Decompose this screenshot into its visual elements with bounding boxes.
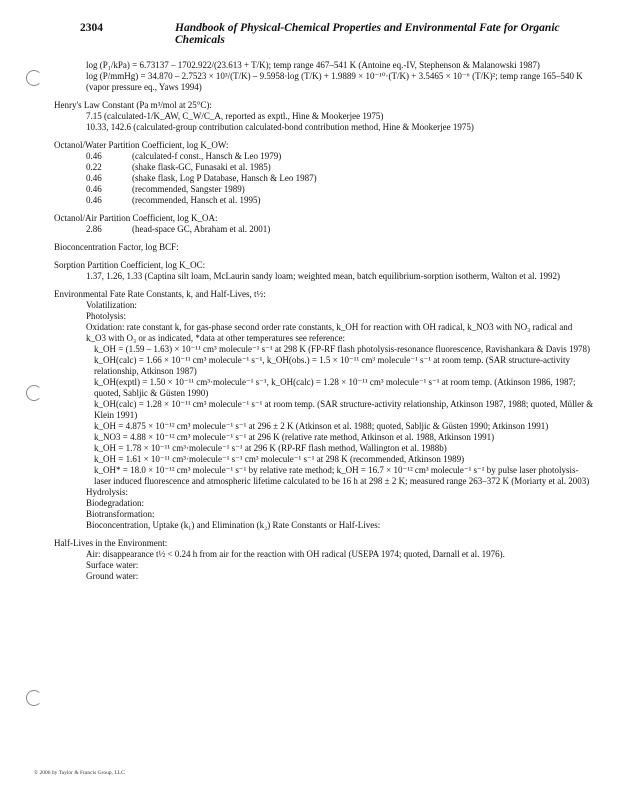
copyright-footer: © 2006 by Taylor & Francis Group, LLC [34,770,125,776]
biodegradation-label: Biodegradation: [86,498,144,508]
kow-row: 0.46 (calculated-f const., Hansch & Leo 1979) [86,151,282,161]
vapor-pressure-eq-2: log (P/mmHg) = 34.870 – 2.7523 × 10³/(T/K) – 9.5958·log (T/K) + 1.9889 × 10⁻¹⁰·(T/K) + 3.5465 × 10⁻⁶ (T/K)²; temp range 165–540 K (vapor pressure eq., Yaws 1994) [86,71,583,92]
oxidation-entry: k_OH = 1.61 × 10⁻¹¹ cm³·molecule⁻¹ s⁻¹ cm³ molecule⁻¹ s⁻¹ at 298 K (recommended, Atkinson 1989) [94,454,465,464]
half-life-ground-water: Ground water: [86,571,139,581]
oxidation-entry: k_OH(exptl) = 1.50 × 10⁻¹¹ cm³·molecule⁻¹ s⁻¹, k_OH(calc) = 1.28 × 10⁻¹¹ cm³ molecule⁻¹ s⁻¹ at room temp. (Atkinson 1986, 1987; quoted, Sabljic & Güsten 1990) [94,377,576,398]
binder-hole-icon [26,690,42,706]
hydrolysis-label: Hydrolysis: [86,487,129,497]
page-number: 2304 [80,22,103,34]
koa-title: Octanol/Air Partition Coefficient, log K_OA: [54,213,218,223]
oxidation-entry: k_OH* = 18.0 × 10⁻¹² cm³ molecule⁻¹ s⁻¹ by relative rate method; k_OH = 16.7 × 10⁻¹² cm³ molecule⁻¹ s⁻¹ by pulse laser photolysis-laser induced fluorescence and atmospheric lifetime calculated to be 16 h at 298 ± 2 K; measured range 263–372 K (Moriarty et al. 2003) [94,465,590,486]
oxidation-entry: k_OH = 4.875 × 10⁻¹² cm³ molecule⁻¹ s⁻¹ at 296 ± 2 K (Atkinson et al. 1988; quoted, Sabljic & Güsten 1990; Atkinson 1991) [94,421,549,431]
kow-row: 0.46 (shake flask, Log P Database, Hansch & Leo 1987) [86,173,317,183]
binder-hole-icon [26,385,42,401]
oxidation-text: Oxidation: rate constant k, for gas-phase second order rate constants, k_OH for reaction with OH radical, k_NO3 with NO₃ radical and k_O3 with O₃ or as indicated, *data at other temperatures see reference: [86,322,573,343]
koc-text: 1.37, 1.26, 1.33 (Captina silt loam, McLaurin sandy loam; weighted mean, batch equilibrium-sorption isotherm, Walton et al. 1992) [86,271,561,281]
biotransformation-label: Biotransformation: [86,509,155,519]
half-life-surface-water: Surface water: [86,560,139,570]
koa-row: 2.86 (head-space GC, Abraham et al. 2001) [86,224,271,234]
half-lives-title: Half-Lives in the Environment: [54,538,168,548]
oxidation-entry: k_OH = (1.59 – 1.63) × 10⁻¹¹ cm³ molecule⁻¹ s⁻¹ at 298 K (FP-RF flash photolysis-resonance fluorescence, Ravishankara & Davis 1978) [94,344,591,354]
henry-line: 10.33, 142.6 (calculated-group contribution calculated-bond contribution method, Hine & Mookerjee 1975) [86,122,474,132]
henry-title: Henry's Law Constant (Pa m³/mol at 25°C): [54,100,212,110]
page-body [54,60,594,582]
bcf-title: Bioconcentration Factor, log BCF: [54,242,179,252]
binder-hole-icon [26,70,42,86]
photolysis-label: Photolysis: [86,311,127,321]
kow-row: 0.22 (shake flask-GC, Funasaki et al. 1985) [86,162,271,172]
oxidation-entry: k_OH(calc) = 1.66 × 10⁻¹¹ cm³ molecule⁻¹ s⁻¹, k_OH(obs.) = 1.5 × 10⁻¹¹ cm³ molecule⁻¹ s⁻¹ at room temp. (SAR structure-activity relationship, Atkinson 1987) [94,355,570,376]
oxidation-entry: k_OH = 1.78 × 10⁻¹¹ cm³·molecule⁻¹ s⁻¹ at 296 K (RP-RF flash method, Wallington et al. 1988b) [94,443,447,453]
bioconcentration-label: Bioconcentration, Uptake (k₁) and Elimination (k₂) Rate Constants or Half-Lives: [86,520,381,530]
vapor-pressure-eq-1: log (P₁/kPa) = 6.73137 – 1702.922/(23.613 + T/K); temp range 467–541 K (Antoine eq.-IV, Stephenson & Malanowski 1987) [86,60,540,70]
kow-title: Octanol/Water Partition Coefficient, log K_OW: [54,140,229,150]
running-title: Handbook of Physical-Chemical Properties and Environmental Fate for Organic Chemicals [175,22,560,46]
koc-title: Sorption Partition Coefficient, log K_OC: [54,260,206,270]
fate-title: Environmental Fate Rate Constants, k, and Half-Lives, t½: [54,289,266,299]
kow-row: 0.46 (recommended, Sangster 1989) [86,184,245,194]
oxidation-entry: k_NO3 = 4.88 × 10⁻¹² cm³ molecule⁻¹ s⁻¹ at 296 K (relative rate method, Atkinson et al. 1988, Atkinson 1991) [94,432,495,442]
henry-line: 7.15 (calculated-1/K_AW, C_W/C_A, reported as exptl., Hine & Mookerjee 1975) [86,111,384,121]
half-life-air: Air: disappearance t½ < 0.24 h from air for the reaction with OH radical (USEPA 1974; quoted, Darnall et al. 1976). [86,549,505,559]
kow-row: 0.46 (recommended, Hansch et al. 1995) [86,195,261,205]
oxidation-entry: k_OH(calc) = 1.28 × 10⁻¹¹ cm³ molecule⁻¹ s⁻¹ at room temp. (SAR structure-activity relationship, Atkinson 1987, 1988; quoted, Müller & Klein 1991) [94,399,594,420]
volatilization-label: Volatilization: [86,300,137,310]
